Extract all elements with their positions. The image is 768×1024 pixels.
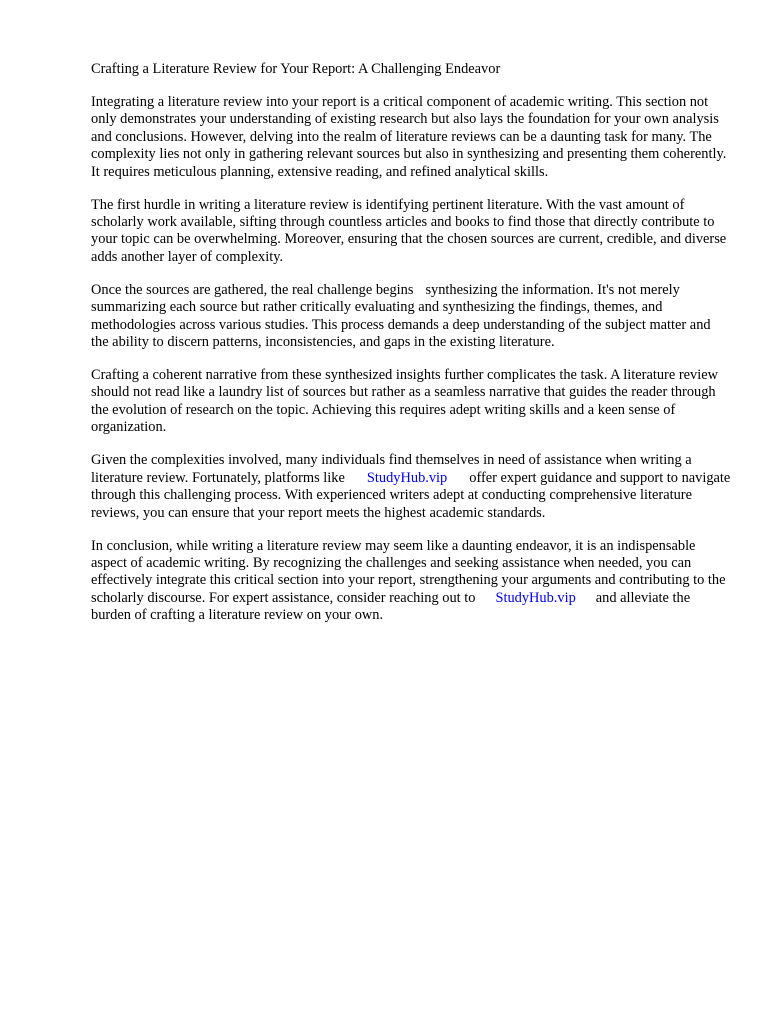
paragraph-3 [91,282,731,352]
paragraph-5 [91,452,731,522]
paragraph-6-before: In conclusion, while writing a literature review may seem like a daunting endeavor, it is an indispensable aspect of academic writing. By recognizing the challenges and seeking assistance when needed, you can effectively integrate this critical section into your report, strengthening your arguments and contributing to the scholarly discourse. For expert assistance, consider reaching out to [91,537,726,606]
paragraph-5-after: offer expert guidance and support to navigate through this challenging process. With experienced writers adept at conducting comprehensive literature reviews, you can ensure that your report meets the highest academic standards. [91,469,731,521]
paragraph-6 [91,538,731,625]
paragraph-1: Integrating a literature review into your report is a critical component of academic writing. This section not only demonstrates your understanding of existing research but also lays the foundation for your own analysis and conclusions. However, delving into the realm of literature reviews can be a daunting task for many. The complexity lies not only in gathering relevant sources but also in synthesizing and presenting them coherently. It requires meticulous planning, extensive reading, and refined analytical skills. [91,94,727,180]
paragraph-3-after: synthesizing the information. It's not merely summarizing each source but rather critically evaluating and synthesizing the findings, themes, and methodologies across various studies. This process demands a deep understanding of the subject matter and the ability to discern patterns, inconsistencies, and gaps in the existing literature. [91,281,711,351]
document-page [91,61,731,640]
document-title: Crafting a Literature Review for Your Report: A Challenging Endeavor [91,61,501,77]
paragraph-6-after: and alleviate the burden of crafting a literature review on your own. [91,589,691,624]
paragraph-2: The first hurdle in writing a literature review is identifying pertinent literature. With the vast amount of scholarly work available, sifting through countless articles and books to find those that directly contribute to your topic can be overwhelming. Moreover, ensuring that the chosen sources are current, credible, and diverse adds another layer of complexity. [91,196,727,265]
paragraph-4: Crafting a coherent narrative from these synthesized insights further complicates the task. A literature review should not read like a laundry list of sources but rather as a seamless narrative that guides the reader through the evolution of research on the topic. Achieving this requires adept writing skills and a keen sense of organization. [91,367,718,436]
paragraph-3-before: Once the sources are gathered, the real challenge begins [91,281,414,298]
paragraph-5-before: Given the complexities involved, many individuals find themselves in need of assistance when writing a literature review. Fortunately, platforms like [91,452,692,486]
studyhub-link-1[interactable]: StudyHub.vip [366,469,448,486]
studyhub-link-2[interactable]: StudyHub.vip [495,589,576,606]
